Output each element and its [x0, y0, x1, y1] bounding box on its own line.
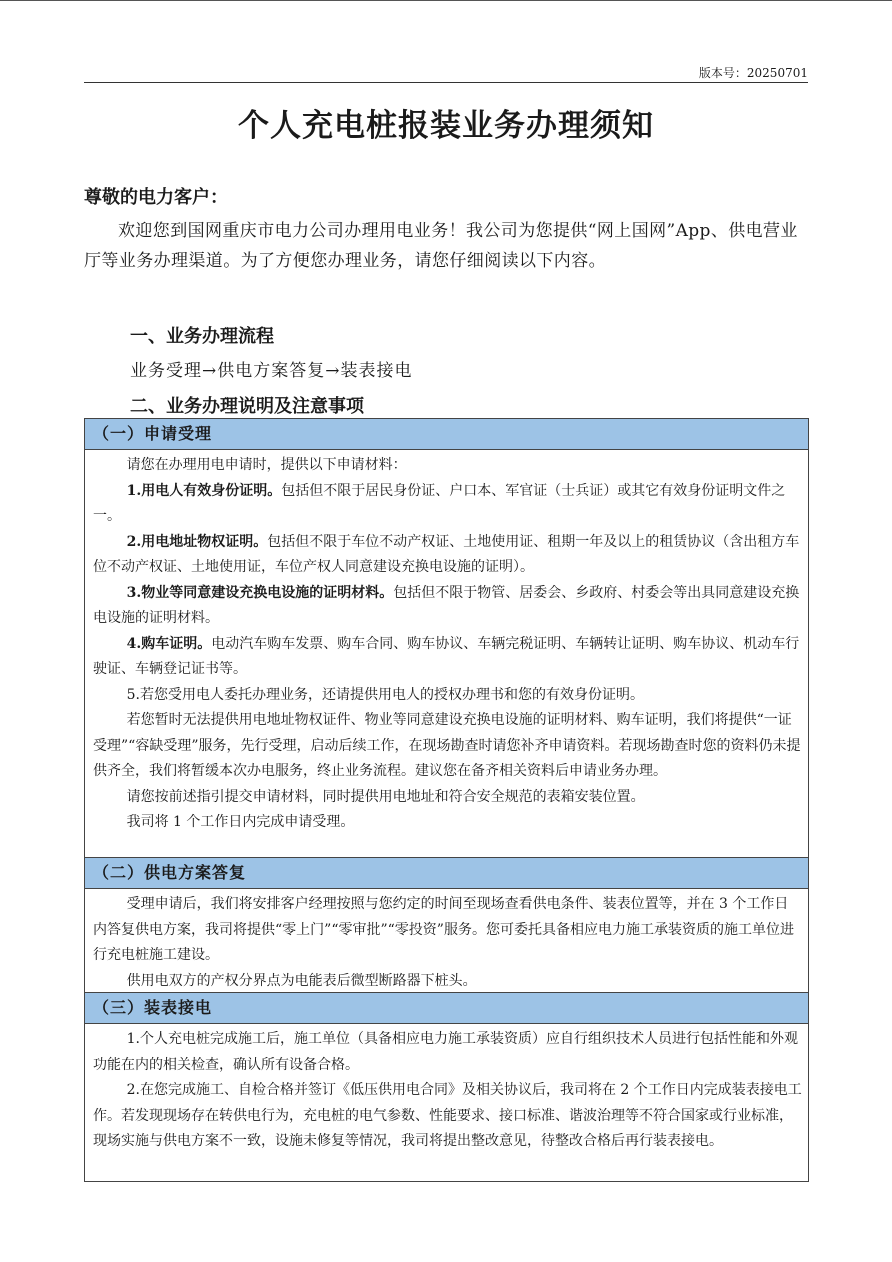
list-item: 5.若您受用电人委托办理业务，还请提供用电人的授权办理书和您的有效身份证明。 [126, 686, 644, 703]
version-number: 版本号：20250701 [698, 66, 808, 80]
intro-paragraph: 欢迎您到国网重庆市电力公司办理用电业务！我公司为您提供“网上国网”App、供电营业厅等业务办理渠道。为了方便您办理业务，请您仔细阅读以下内容。 [84, 221, 798, 271]
paragraph: 1.个人充电桩完成施工后，施工单位（具备相应电力施工承装资质）应自行组织技术人员进行包括性能和外观功能在内的相关检查，确认所有设备合格。 [93, 1031, 798, 1073]
section-application-header: （一）申请受理 [85, 419, 808, 450]
section-supply-plan-body [85, 889, 808, 992]
paragraph: 请您在办理用电申请时，提供以下申请材料： [126, 457, 407, 473]
list-item [93, 479, 802, 530]
item-title: 1.用电人有效身份证明。 [126, 482, 282, 499]
document-title: 个人充电桩报装业务办理须知 [238, 108, 654, 144]
paragraph: 若您暂时无法提供用电地址物权证件、物业等同意建设充换电设施的证明材料、购车证明，我们将提供“一证受理”“容缺受理”服务，先行受理，启动后续工作，在现场勘查时请您补齐申请资料。若现场勘查时您的资料仍未提供齐全，我们将暂缓本次办电服务，终止业务流程。建议您在备齐相关资料后申请业务办理。 [93, 712, 801, 779]
item-title: 3.物业等同意建设充换电设施的证明材料。 [126, 584, 394, 601]
section-meter-install-header: （三）装表接电 [85, 992, 808, 1024]
list-item [93, 632, 802, 683]
paragraph: 供用电双方的产权分界点为电能表后微型断路器下桩头。 [126, 972, 477, 989]
item-text: 电动汽车购车发票、购车合同、购车协议、车辆完税证明、车辆转让证明、购车协议、机动车行驶证、车辆登记证书等。 [93, 635, 800, 677]
notes-table [84, 418, 809, 1182]
paragraph: 我司将 1 个工作日内完成申请受理。 [126, 814, 355, 830]
section-meter-install-body [85, 1024, 808, 1181]
item-title: 4.购车证明。 [126, 635, 212, 652]
item-title: 2.用电地址物权证明。 [126, 533, 268, 550]
paragraph: 受理申请后，我们将安排客户经理按照与您约定的时间至现场查看供电条件、装表位置等，并在 3 个工作日内答复供电方案，我司将提供“零上门”“零审批”“零投资”服务。您可委托具备相应电力施工承装资质的施工单位进行充电桩施工建设。 [93, 896, 794, 963]
section-supply-plan-header: （二）供电方案答复 [85, 857, 808, 889]
heading-notes: 二、业务办理说明及注意事项 [130, 396, 364, 417]
heading-process: 一、业务办理流程 [130, 326, 274, 347]
section-application-body [85, 450, 808, 857]
paragraph: 2.在您完成施工、自检合格并签订《低压供用电合同》及相关协议后，我司将在 2 个工作日内完成装表接电工作。若发现现场存在转供电行为，充电桩的电气参数、性能要求、接口标准、谐波治理等不符合国家或行业标准，现场实施与供电方案不一致，设施未修复等情况，我司将提出整改意见，待整改合格后再行装表接电。 [93, 1082, 802, 1149]
paragraph: 请您按前述指引提交申请材料，同时提供用电地址和符合安全规范的表箱安装位置。 [126, 788, 645, 805]
item-text: 包括但不限于车位不动产权证、土地使用证、租期一年及以上的租赁协议（含出租方车位不动产权证、土地使用证，车位产权人同意建设充换电设施的证明）。 [93, 533, 800, 575]
process-flow: 业务受理→供电方案答复→装表接电 [130, 361, 413, 381]
header-rule [84, 82, 808, 83]
greeting: 尊敬的电力客户： [84, 187, 228, 208]
top-border [0, 0, 892, 1]
item-text: 包括但不限于居民身份证、户口本、军官证（士兵证）或其它有效身份证明文件之一。 [93, 482, 786, 524]
list-item [93, 530, 802, 581]
list-item [93, 581, 802, 632]
item-text: 包括但不限于物管、居委会、乡政府、村委会等出具同意建设充换电设施的证明材料。 [93, 584, 800, 626]
